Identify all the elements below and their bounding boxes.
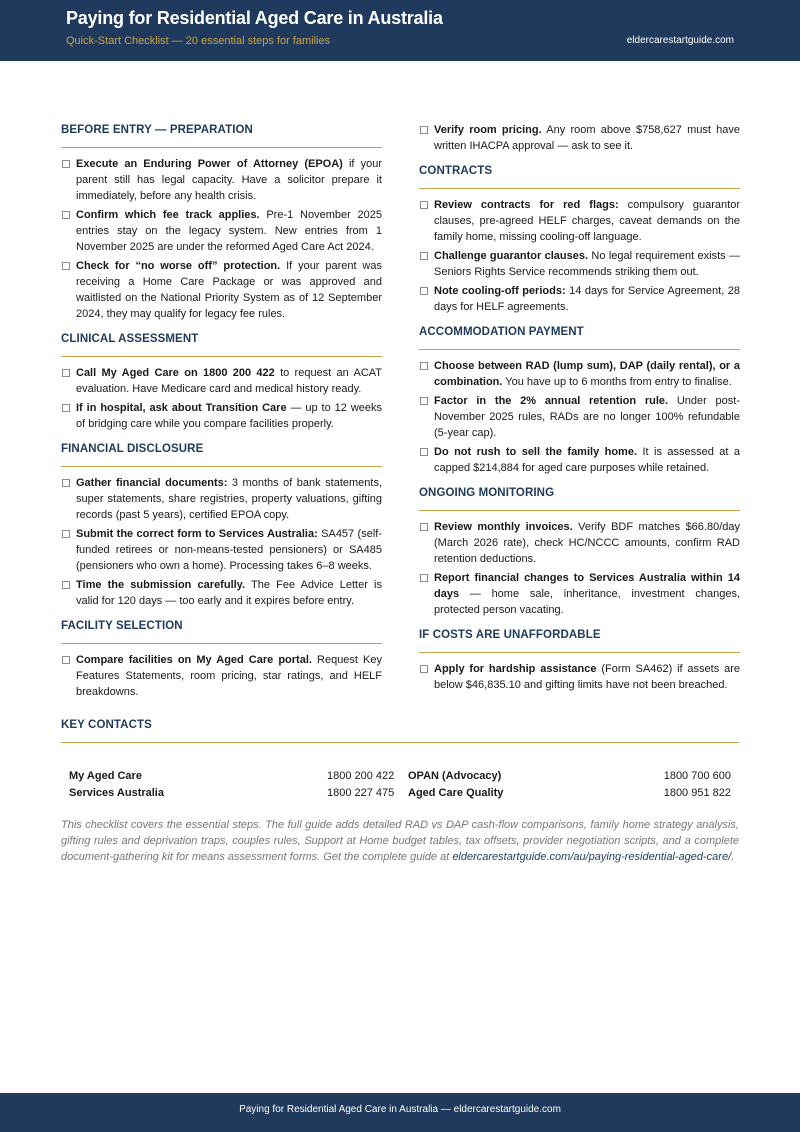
section-title: ONGOING MONITORING — [419, 487, 555, 499]
contact-name: Services Australia — [69, 787, 164, 799]
checklist-item — [61, 577, 382, 609]
note-text: This checklist covers the essential steps. The full guide adds detailed RAD vs DAP cash-flow comparisons, family home strategy analysis, gifting rules and deprivation traps, couples rules, Support at Home budget tables, tax offsets, provider negotiation scripts, and a complete document-gathering kit for means assessment forms. Get the complete guide at — [61, 819, 739, 863]
section-divider — [61, 356, 382, 357]
item-heading: Execute an Enduring Power of Attorney (EPOA) — [76, 158, 343, 170]
checklist-item — [419, 519, 740, 567]
item-heading: Factor in the 2% annual retention rule. — [434, 395, 669, 407]
item-text: (Form SA462) if assets are below $46,835.10 and gifting limits have not been breached. — [434, 663, 740, 691]
item-text: 3 months of bank statements, super statements, share registries, property valuations, gifting records (past 5 years), certified EPOA copy. — [76, 477, 382, 521]
item-text: Under post-November 2025 rules, RADs are no longer 100% refundable (5-year cap). — [434, 395, 740, 439]
item-text: to request an ACAT evaluation. Have Medicare card and medical history ready. — [76, 367, 382, 395]
checklist-item — [61, 526, 382, 574]
checkbox-icon[interactable] — [420, 523, 428, 531]
item-text: — home sale, inheritance, investment changes, protected person vacating. — [434, 588, 740, 616]
item-text: No legal requirement exists — Seniors Rights Service recommends striking them out. — [434, 250, 740, 278]
checklist-item — [61, 652, 382, 700]
checklist-item — [61, 207, 382, 255]
item-heading: Note cooling-off periods: — [434, 285, 566, 297]
checklist-item — [419, 444, 740, 476]
checklist-item — [419, 570, 740, 618]
item-heading: Choose between RAD (lump sum), DAP (daily rental), or a combination. — [434, 360, 740, 388]
section-divider — [419, 510, 740, 511]
section-divider — [419, 652, 740, 653]
page-header — [0, 0, 800, 61]
item-text: — up to 12 weeks of bridging care while you compare facilities properly. — [76, 402, 382, 430]
item-heading: Gather financial documents: — [76, 477, 228, 489]
checklist-item — [419, 358, 740, 390]
checklist-section — [419, 157, 740, 315]
checklist-section — [61, 325, 382, 432]
checkbox-icon[interactable] — [420, 287, 428, 295]
checklist-section — [419, 479, 740, 618]
contact-phone[interactable]: 1800 951 822 — [663, 787, 731, 799]
checkbox-icon[interactable] — [62, 369, 70, 377]
page-subtitle: Quick-Start Checklist — 20 essential steps for families — [66, 35, 331, 47]
checkbox-icon[interactable] — [62, 581, 70, 589]
checkbox-icon[interactable] — [62, 479, 70, 487]
item-heading: Time the submission carefully. — [76, 579, 246, 591]
checkbox-icon[interactable] — [62, 160, 70, 168]
section-title: FINANCIAL DISCLOSURE — [61, 443, 204, 455]
contact-phone[interactable]: 1800 200 422 — [327, 770, 395, 782]
left-column — [61, 122, 382, 703]
item-text: 14 days for Service Agreement, 28 days for HELF agreements. — [434, 285, 740, 313]
contacts-row — [61, 785, 739, 802]
item-text: Request Key Features Statements, room pricing, star ratings, and HELF breakdowns. — [76, 654, 382, 698]
section-title: FACILITY SELECTION — [61, 620, 183, 632]
section-divider — [61, 742, 739, 743]
item-heading: Review contracts for red flags: — [434, 199, 619, 211]
item-text: if your parent still has legal capacity. Have a solicitor prepare it immediately, before any health crisis. — [76, 158, 382, 202]
item-heading: Call My Aged Care on 1800 200 422 — [76, 367, 275, 379]
checklist-section — [419, 318, 740, 476]
checklist-section — [61, 122, 382, 322]
item-heading: Confirm which fee track applies. — [76, 209, 260, 221]
checklist-item — [419, 197, 740, 245]
checkbox-icon[interactable] — [420, 397, 428, 405]
contact-name: Aged Care Quality — [408, 787, 504, 799]
footer-text: Paying for Residential Aged Care in Australia — eldercarestartguide.com — [239, 1104, 561, 1115]
header-site-link[interactable]: eldercarestartguide.com — [626, 35, 734, 46]
checkbox-icon[interactable] — [420, 665, 428, 673]
section-divider — [419, 349, 740, 350]
item-text: You have up to 6 months from entry to finalise. — [502, 376, 732, 388]
checkbox-icon[interactable] — [62, 211, 70, 219]
item-heading: Verify room pricing. — [434, 124, 542, 136]
section-title: CLINICAL ASSESSMENT — [61, 333, 199, 345]
item-heading: Compare facilities on My Aged Care portal. — [76, 654, 312, 666]
page-footer — [0, 1093, 800, 1132]
checklist-item — [61, 475, 382, 523]
contact-name: My Aged Care — [69, 770, 142, 782]
contact-phone[interactable]: 1800 700 600 — [663, 770, 731, 782]
item-text: If your parent was receiving a Home Care Package or was approved and waitlisted on the National Priority System as of 12 September 2024, they may qualify for legacy fee rules. — [76, 260, 382, 320]
item-text: The Fee Advice Letter is valid for 120 days — too early and it expires before entry. — [76, 579, 382, 607]
section-title: IF COSTS ARE UNAFFORDABLE — [419, 629, 601, 641]
item-text: It is assessed at a capped $214,884 for aged care purposes while retained. — [434, 446, 740, 474]
item-heading: Do not rush to sell the family home. — [434, 446, 638, 458]
checklist-item — [61, 258, 382, 322]
page-title: Paying for Residential Aged Care in Australia — [66, 8, 443, 28]
checklist-item — [61, 400, 382, 432]
section-title: BEFORE ENTRY — PREPARATION — [61, 124, 253, 136]
checklist-item — [419, 122, 740, 154]
checklist-section — [419, 621, 740, 693]
checkbox-icon[interactable] — [62, 262, 70, 270]
checkbox-icon[interactable] — [420, 201, 428, 209]
item-text: Any room above $758,627 must have written IHACPA approval — ask to see it. — [434, 124, 740, 152]
section-divider — [61, 466, 382, 467]
checklist-section — [61, 612, 382, 700]
section-title: CONTRACTS — [419, 165, 493, 177]
checklist-item — [61, 156, 382, 204]
guide-link[interactable]: eldercarestartguide.com/au/paying-residential-aged-care/ — [452, 851, 732, 863]
item-text: SA457 (self-funded retirees or non-means-tested pensioners) or SA485 (pensioners who own a home). Processing takes 6–8 weeks. — [76, 528, 382, 572]
item-heading: Challenge guarantor clauses. — [434, 250, 589, 262]
checkbox-icon[interactable] — [420, 362, 428, 370]
checkbox-icon[interactable] — [420, 252, 428, 260]
checkbox-icon[interactable] — [62, 530, 70, 538]
contact-phone[interactable]: 1800 227 475 — [327, 787, 395, 799]
checklist-item — [419, 248, 740, 280]
checklist-section — [61, 435, 382, 609]
item-heading: Apply for hardship assistance — [434, 663, 597, 675]
item-heading: Review monthly invoices. — [434, 521, 573, 533]
checklist-item — [419, 661, 740, 693]
section-divider — [419, 188, 740, 189]
checkbox-icon[interactable] — [420, 574, 428, 582]
item-text: Pre-1 November 2025 entries stay on the legacy system. New entries from 1 November 2025 are under the reformed Aged Care Act 2024. — [76, 209, 382, 253]
section-divider — [61, 643, 382, 644]
checkbox-icon[interactable] — [420, 126, 428, 134]
section-divider — [61, 147, 382, 148]
item-text: Verify BDF matches $66.80/day (March 2026 rate), check HC/NCCC amounts, confirm RAD retention deductions. — [434, 521, 740, 565]
section-title: KEY CONTACTS — [61, 719, 152, 731]
right-column — [419, 122, 740, 696]
contact-name: OPAN (Advocacy) — [408, 770, 502, 782]
item-heading: Check for “no worse off” protection. — [76, 260, 281, 272]
key-contacts-section — [61, 717, 739, 751]
checklist-item — [61, 365, 382, 397]
item-heading: Submit the correct form to Services Australia: — [76, 528, 318, 540]
item-heading: Report financial changes to Services Australia within 14 days — [434, 572, 740, 600]
contacts-row — [61, 768, 739, 785]
section-title: ACCOMMODATION PAYMENT — [419, 326, 584, 338]
guide-note — [61, 817, 739, 865]
checkbox-icon[interactable] — [420, 448, 428, 456]
note-end: . — [731, 851, 735, 863]
checkbox-icon[interactable] — [62, 404, 70, 412]
checkbox-icon[interactable] — [62, 656, 70, 664]
item-text: compulsory guarantor clauses, pre-agreed HELF charges, caveat demands on the family home, missing cooling-off language. — [434, 199, 740, 243]
contacts-table — [61, 768, 739, 802]
item-heading: If in hospital, ask about Transition Care — [76, 402, 287, 414]
checklist-item — [419, 283, 740, 315]
checklist-item — [419, 393, 740, 441]
